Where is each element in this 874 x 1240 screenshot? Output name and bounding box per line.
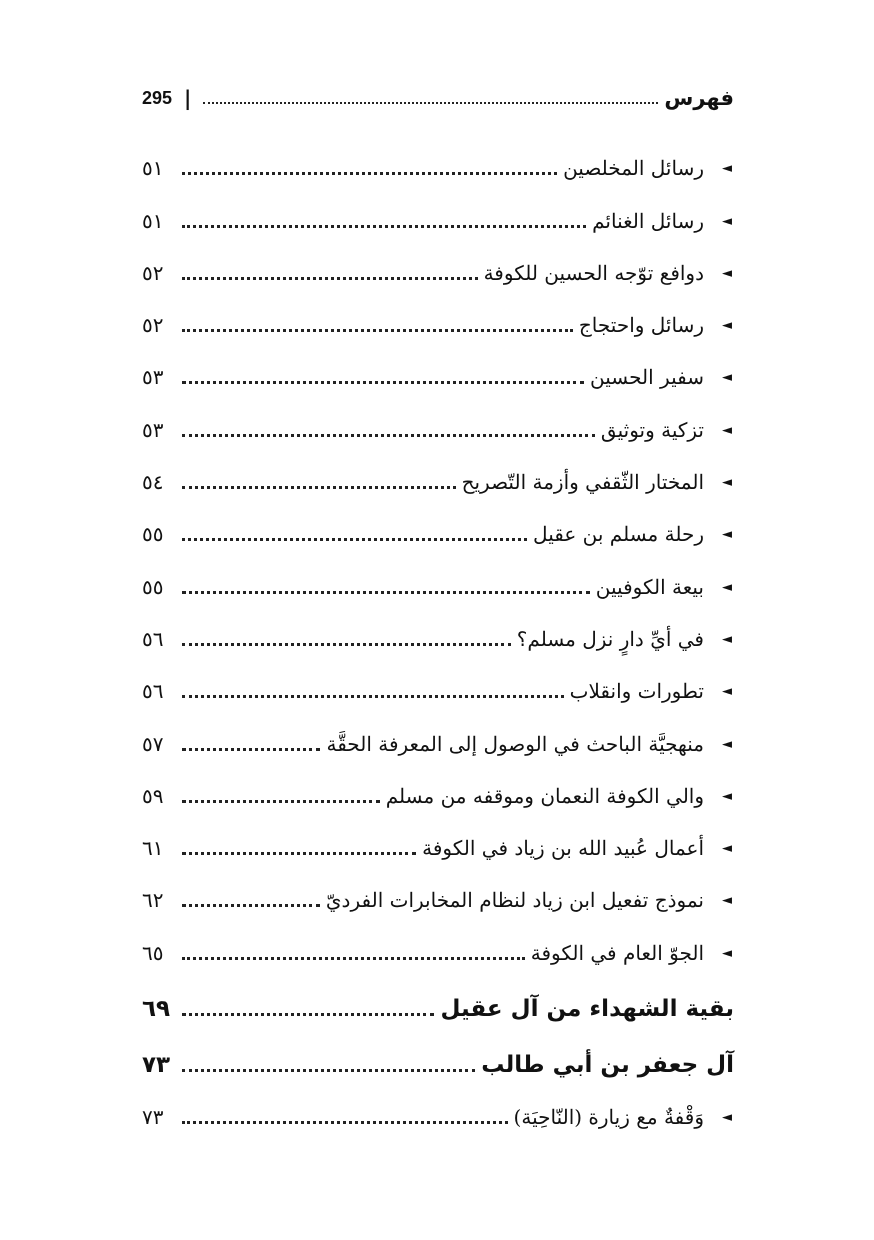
dot-leader [182,1069,475,1072]
toc-entry-page: ٥٢ [142,313,164,338]
toc-entry-page: ٦١ [142,836,164,861]
dot-leader [182,643,511,646]
toc-section-page: ٦٩ [142,995,171,1022]
toc-entry-page: ٥١ [142,156,164,181]
toc-entry-page: ٥١ [142,208,164,233]
toc-entry-title: والي الكوفة النعمان وموقفه من مسلم [385,783,704,808]
triangle-bullet-icon: ◄ [722,370,732,386]
toc-section-title: آل جعفر بن أبي طالب [481,1051,734,1078]
toc-entry-page: ٥٧ [142,731,164,756]
triangle-bullet-icon: ◄ [722,422,732,438]
dot-leader [182,329,573,332]
toc-entry-title: سفير الحسين [590,365,704,390]
toc-section-title: بقية الشهداء من آل عقيل [440,995,734,1022]
toc-entry [142,663,734,715]
toc-entry-title: أعمال عُبيد الله بن زياد في الكوفة [422,836,704,861]
dot-leader [182,486,456,489]
triangle-bullet-icon: ◄ [722,579,732,595]
toc-entry-page: ٦٥ [142,940,164,965]
toc-entry [142,454,734,506]
dot-leader [182,434,595,437]
toc-entry [142,715,734,767]
toc-entry [142,245,734,297]
triangle-bullet-icon: ◄ [722,318,732,334]
dot-leader [182,225,586,228]
toc-entry-page: ٧٣ [142,1105,164,1130]
dot-leader [182,800,380,803]
toc-entry-title: رسائل واحتجاج [578,313,704,338]
dot-leader [182,904,320,907]
triangle-bullet-icon: ◄ [722,1110,732,1126]
dot-leader [182,957,525,960]
dot-leader [182,591,590,594]
toc-entry [142,820,734,872]
triangle-bullet-icon: ◄ [722,788,732,804]
toc-section-page: ٧٣ [142,1051,171,1078]
toc-entry-page: ٥٤ [142,470,164,495]
toc-entry-page: ٥٣ [142,417,164,442]
toc-entry [142,140,734,192]
toc-section-entry [142,977,734,1033]
dot-leader [182,1013,434,1016]
dot-leader [182,172,557,175]
toc-entry-page: ٥٦ [142,626,164,651]
dot-leader [182,852,416,855]
triangle-bullet-icon: ◄ [722,945,732,961]
toc-entry-title: وَقْفةٌ مع زيارة (النّاحِيَة) [513,1105,704,1130]
toc-entry-page: ٥٩ [142,783,164,808]
triangle-bullet-icon: ◄ [722,265,732,281]
toc-entry-title: رسائل الغنائم [592,208,704,233]
toc-entry [142,401,734,453]
dot-leader [182,748,320,751]
toc-entry-page: ٦٢ [142,888,164,913]
toc-entry-title: دوافع توّجه الحسين للكوفة [483,260,704,285]
toc-entry [142,297,734,349]
toc-entry-title: نموذج تفعيل ابن زياد لنظام المخابرات الفرديّ [325,888,704,913]
toc-entry-title: المختار الثّقفي وأزمة التّصريح [461,470,704,495]
toc-entry [142,558,734,610]
triangle-bullet-icon: ◄ [722,736,732,752]
dot-leader [182,277,478,280]
toc-entry-page: ٥٥ [142,574,164,599]
toc-entry [142,349,734,401]
running-header [142,80,734,112]
triangle-bullet-icon: ◄ [722,841,732,857]
toc-entry-page: ٥٥ [142,522,164,547]
toc-entry-page: ٥٣ [142,365,164,390]
toc-entry-title: بيعة الكوفيين [595,574,704,599]
triangle-bullet-icon: ◄ [722,475,732,491]
header-dot-leader [203,102,658,104]
header-title: فهرس [664,86,734,110]
dot-leader [182,381,584,384]
header-separator: | [184,86,192,110]
triangle-bullet-icon: ◄ [722,631,732,647]
toc-section-entry [142,1033,734,1089]
toc-entry [142,611,734,663]
triangle-bullet-icon: ◄ [722,893,732,909]
table-of-contents [142,140,734,1141]
toc-entry [142,1089,734,1141]
toc-entry-title: تزكية وتوثيق [600,417,704,442]
toc-entry [142,924,734,976]
triangle-bullet-icon: ◄ [722,684,732,700]
toc-entry-page: ٥٦ [142,679,164,704]
toc-entry-page: ٥٢ [142,260,164,285]
toc-entry-title: رحلة مسلم بن عقيل [533,522,704,547]
triangle-bullet-icon: ◄ [722,161,732,177]
toc-entry-title: رسائل المخلصين [563,156,704,181]
triangle-bullet-icon: ◄ [722,527,732,543]
toc-entry-title: الجوّ العام في الكوفة [530,940,704,965]
triangle-bullet-icon: ◄ [722,213,732,229]
toc-entry [142,872,734,924]
toc-entry-title: في أيِّ دارٍ نزل مسلم؟ [516,626,704,651]
dot-leader [182,695,564,698]
toc-entry [142,768,734,820]
dot-leader [182,538,527,541]
toc-entry [142,192,734,244]
toc-entry-title: تطورات وانقلاب [569,679,704,704]
page-number: 295 [142,88,173,108]
dot-leader [182,1121,508,1124]
toc-entry-title: منهجيَّة الباحث في الوصول إلى المعرفة الحقَّة [326,731,704,756]
toc-entry [142,506,734,558]
